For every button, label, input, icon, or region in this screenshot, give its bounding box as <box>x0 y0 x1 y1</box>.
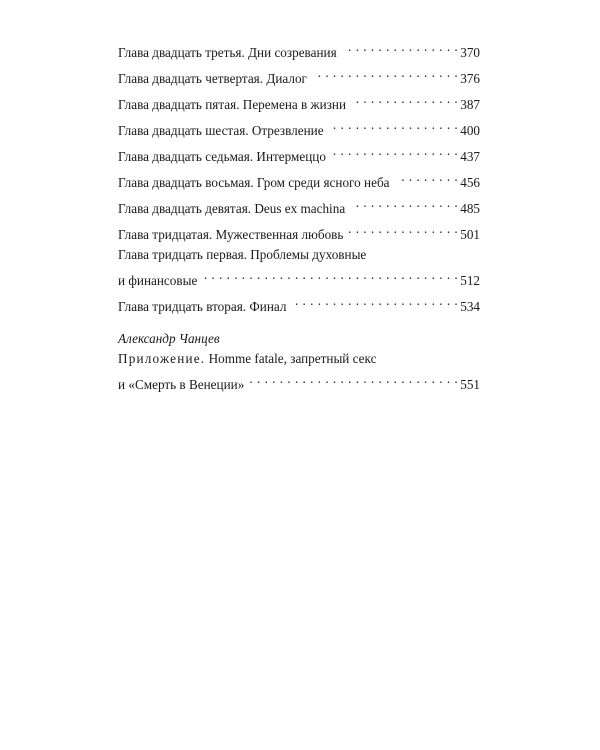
dot-leader <box>330 115 459 135</box>
toc-entry-title: Глава двадцать девятая. Deus ex machina <box>118 199 351 219</box>
toc-entry-page: 370 <box>460 45 480 60</box>
toc-entry[interactable] <box>118 37 480 63</box>
dot-leader <box>351 193 458 213</box>
appendix-title-rest: Homme fatale, запретный секс <box>205 351 377 366</box>
toc-entry-title-line2: и финансовые <box>118 271 203 291</box>
appendix-title-line2: и «Смерть в Венеции» <box>118 375 250 395</box>
appendix-label: Приложение. <box>118 351 206 366</box>
toc-entry[interactable] <box>118 115 480 141</box>
dot-leader <box>396 167 459 187</box>
toc-entry[interactable] <box>118 193 480 219</box>
toc-appendix[interactable] <box>118 329 480 395</box>
toc-entry-title: Глава двадцать восьмая. Гром среди ясного неба <box>118 173 396 193</box>
toc-entry[interactable] <box>118 141 480 167</box>
toc-entry[interactable] <box>118 167 480 193</box>
appendix-author: Александр Чанцев <box>118 331 220 346</box>
toc-entry-page: 376 <box>460 71 480 86</box>
toc-entry[interactable] <box>118 219 480 245</box>
dot-leader <box>343 37 459 57</box>
dot-leader <box>203 265 458 285</box>
toc-entry-page: 512 <box>460 273 480 288</box>
appendix-page: 551 <box>460 377 480 392</box>
toc-entry-title: Глава тридцатая. Мужественная любовь <box>118 225 349 245</box>
toc-entry-title: Глава двадцать пятая. Перемена в жизни <box>118 95 352 115</box>
toc-entry-title: Глава двадцать третья. Дни созревания <box>118 43 343 63</box>
appendix-title-line1 <box>118 349 480 369</box>
dot-leader <box>313 63 458 83</box>
toc-entry-page: 501 <box>460 227 480 242</box>
toc-entry-title: Глава двадцать седьмая. Интермеццо <box>118 147 332 167</box>
dot-leader <box>292 291 458 311</box>
toc-entry[interactable] <box>118 89 480 115</box>
dot-leader <box>349 219 458 239</box>
dot-leader <box>332 141 458 161</box>
toc-entry-page: 534 <box>460 299 480 314</box>
table-of-contents <box>118 37 480 395</box>
toc-entry-page: 387 <box>460 97 480 112</box>
toc-entry-title: Глава двадцать четвертая. Диалог <box>118 69 313 89</box>
toc-entry-title: Глава двадцать шестая. Отрезвление <box>118 121 330 141</box>
toc-entry-title-line1: Глава тридцать первая. Проблемы духовные <box>118 247 367 262</box>
toc-entry-title: Глава тридцать вторая. Финал <box>118 297 292 317</box>
dot-leader <box>352 89 458 109</box>
toc-entry-page: 400 <box>460 123 480 138</box>
toc-entry-page: 456 <box>460 175 480 190</box>
toc-entry[interactable] <box>118 245 480 291</box>
toc-entry[interactable] <box>118 63 480 89</box>
toc-entry[interactable] <box>118 291 480 317</box>
toc-entry-page: 485 <box>460 201 480 216</box>
toc-entry-page: 437 <box>460 149 480 164</box>
dot-leader <box>250 369 458 389</box>
